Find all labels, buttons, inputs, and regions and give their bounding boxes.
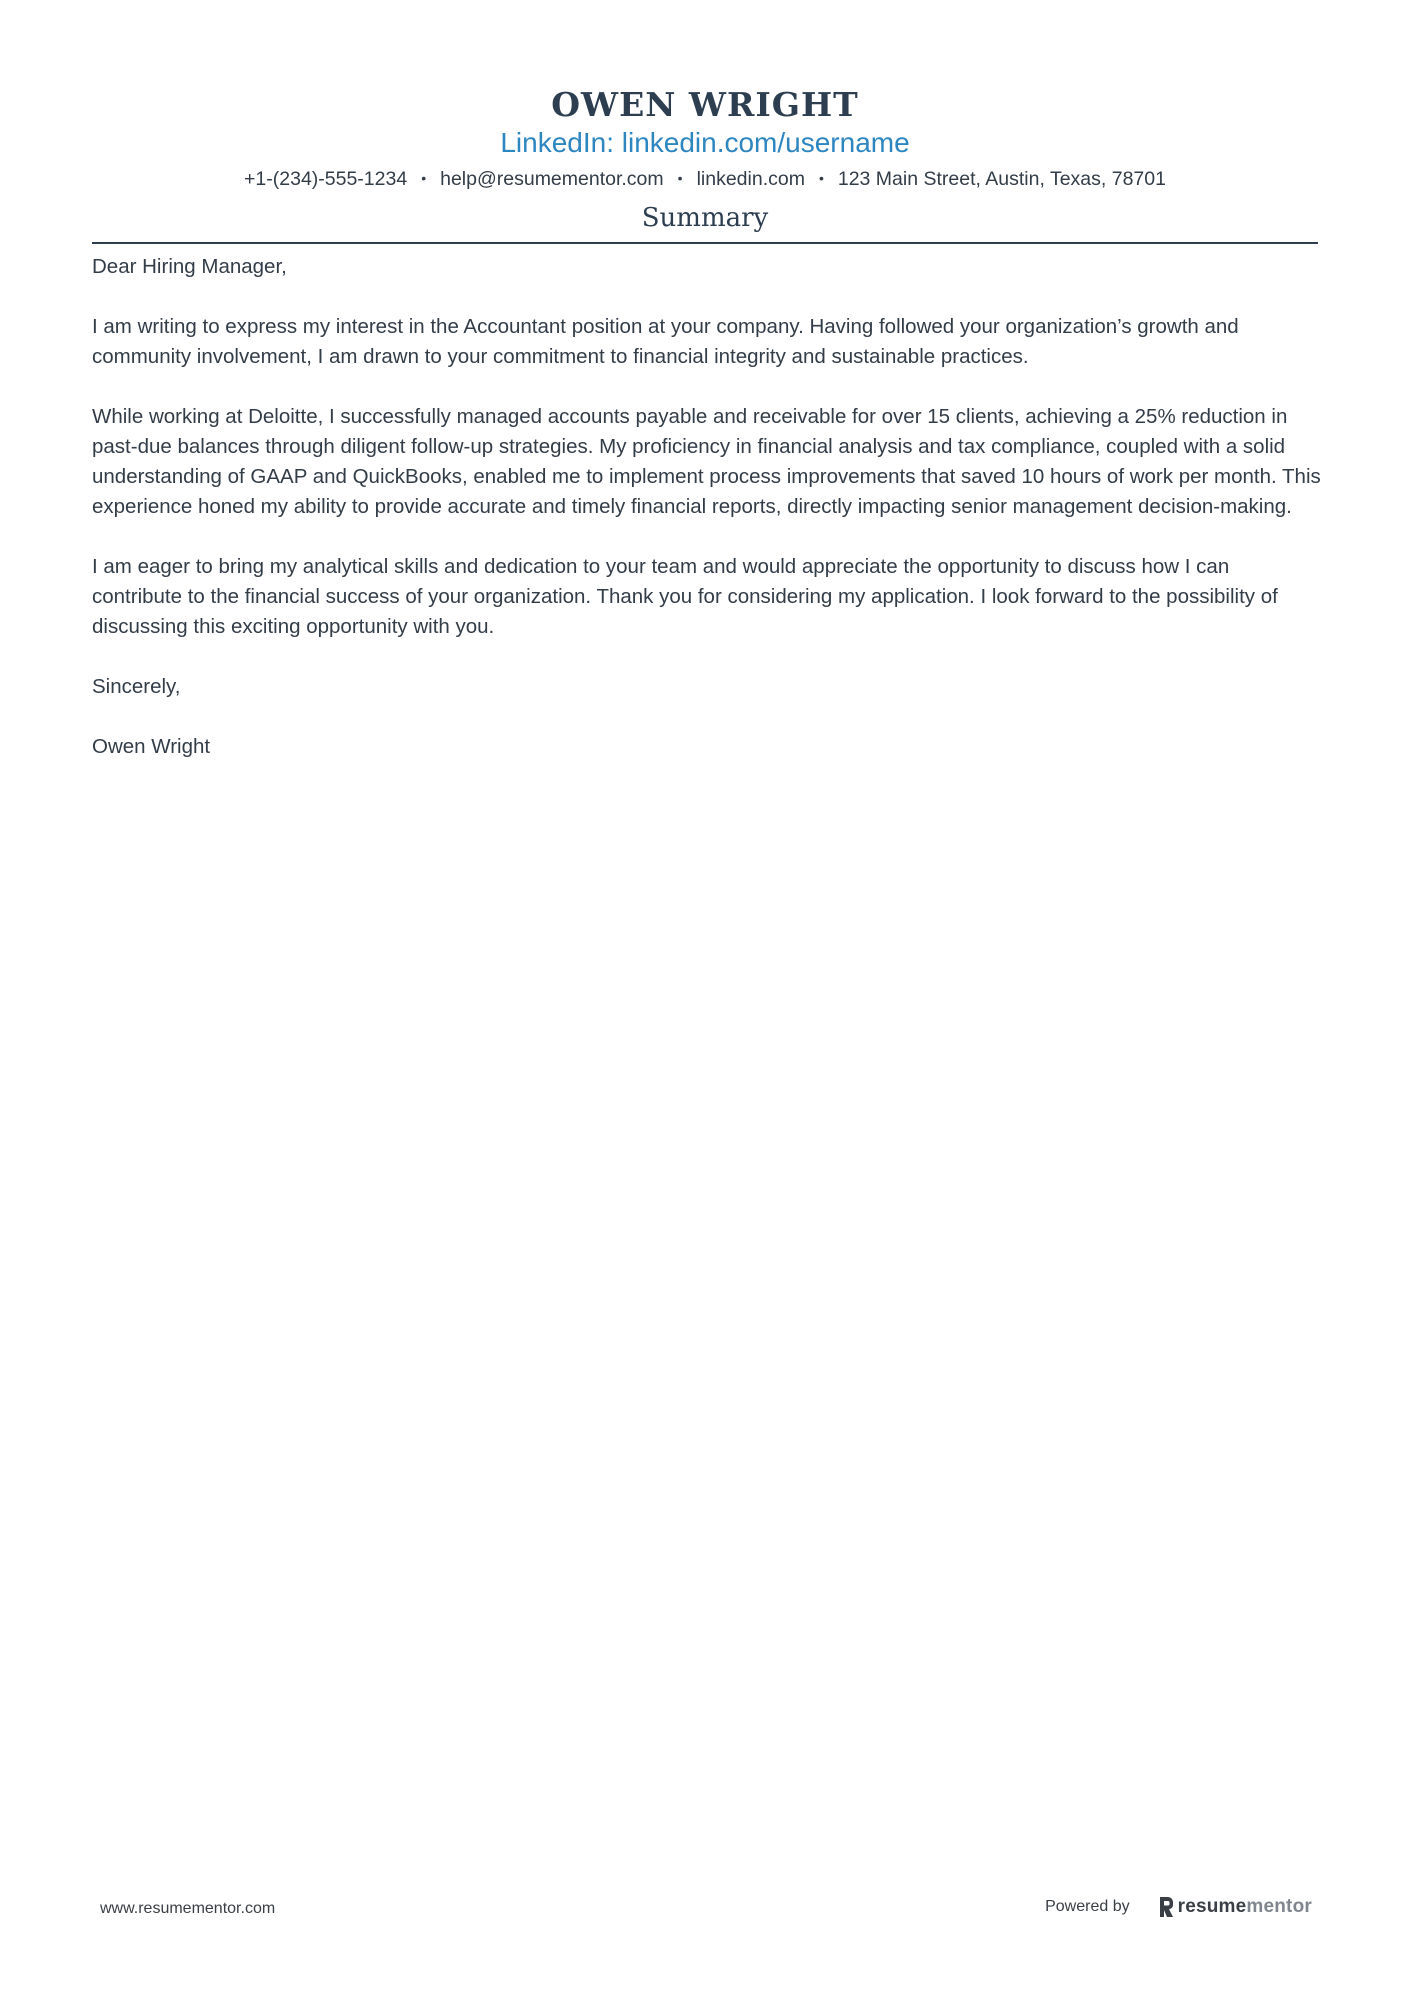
letter-closing: Sincerely, (92, 675, 181, 698)
contact-linkedin[interactable]: linkedin.com (696, 168, 805, 190)
contact-email[interactable]: help@resumementor.com (440, 168, 664, 190)
cover-letter-body (92, 252, 1322, 792)
contact-separator: • (421, 169, 427, 186)
candidate-name: OWEN WRIGHT (551, 85, 859, 124)
section-divider (92, 242, 1318, 244)
letter-paragraph: I am writing to express my interest in the Accountant position at your company. Having followed your organization’s growth and community involvement, I am drawn to your commitment to financial integrity and sustainable practices. (92, 315, 1239, 368)
resume-header (92, 84, 1318, 193)
resumementor-logo-icon (1158, 1896, 1174, 1918)
contact-address: 123 Main Street, Austin, Texas, 78701 (837, 168, 1166, 190)
letter-paragraph: I am eager to bring my analytical skills and dedication to your team and would appreciate the opportunity to discuss how I can contribute to the financial success of your organization. Thank you for considering my application. I look forward to the possibility of discussing this exciting opportunity with you. (92, 555, 1278, 638)
section-title-summary: Summary (641, 203, 769, 233)
contact-line (92, 166, 1318, 193)
contact-separator: • (818, 169, 824, 186)
letter-paragraph: While working at Deloitte, I successfully managed accounts payable and receivable for over 15 clients, achieving a 25% reduction in past-due balances through diligent follow-up strategies. My proficiency in financial analysis and tax compliance, coupled with a solid understanding of GAAP and QuickBooks, enabled me to implement process improvements that saved 10 hours of work per month. This experience honed my ability to provide accurate and timely financial reports, directly impacting senior management decision-making. (92, 405, 1321, 518)
contact-separator: • (677, 169, 683, 186)
footer-website[interactable]: www.resumementor.com (100, 1900, 276, 1917)
brand-name-light: mentor (1246, 1896, 1312, 1917)
resumementor-brand[interactable] (1158, 1896, 1312, 1918)
footer-branding (1045, 1896, 1312, 1918)
contact-phone: +1-(234)-555-1234 (244, 168, 408, 190)
powered-by-label: Powered by (1045, 1898, 1130, 1915)
letter-signature: Owen Wright (92, 735, 211, 758)
linkedin-link[interactable]: LinkedIn: linkedin.com/username (500, 127, 910, 158)
letter-greeting: Dear Hiring Manager, (92, 255, 287, 278)
brand-name-strong: resume (1177, 1896, 1247, 1917)
